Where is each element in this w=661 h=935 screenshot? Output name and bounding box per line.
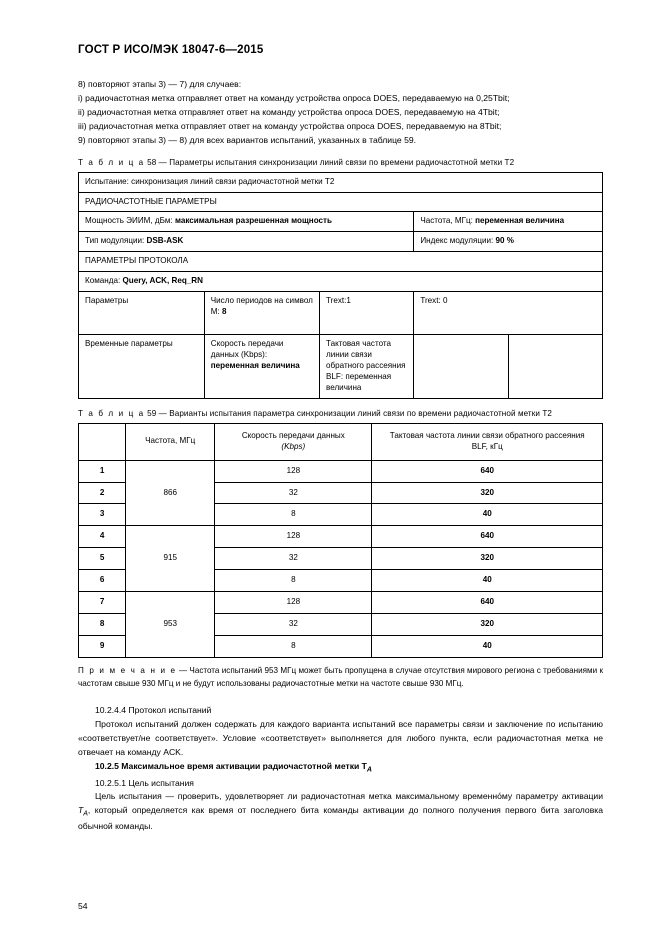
table-58-freq-cell [414, 212, 603, 232]
table-row [79, 272, 603, 292]
row-blf: 320 [372, 614, 603, 636]
table-row [79, 212, 603, 232]
table-58-power-value: максимальная разрешенная мощность [174, 216, 332, 226]
table-58-command-label: Команда: [85, 276, 121, 286]
row-rate: 32 [215, 482, 372, 504]
table-row [79, 192, 603, 212]
row-rate: 8 [215, 635, 372, 657]
table-58-freq-label: Частота, МГц: [420, 216, 473, 226]
row-blf: 40 [372, 570, 603, 592]
table-59-col-blf-l1: Тактовая частота линии связи обратного рассеяния [389, 430, 585, 440]
table-header-row [79, 423, 603, 460]
paragraph-goal-symbol: T [78, 805, 84, 816]
row-num: 4 [79, 526, 126, 548]
table-58-power-label: Мощность ЭИИМ, дБм: [85, 216, 173, 226]
table-58-caption-word: Т а б л и ц а [78, 157, 145, 167]
table-59-col-blf-l2: BLF, кГц [471, 441, 503, 451]
table-58-index-label: Индекс модуляции: [420, 236, 494, 246]
row-blf: 640 [372, 460, 603, 482]
step-8: 8) повторяют этапы 3) — 7) для случаев: [78, 79, 242, 89]
paragraph-goal [78, 790, 603, 834]
table-59-col-rate [215, 423, 372, 460]
document-header: ГОСТ Р ИСО/МЭК 18047-6—2015 [78, 44, 264, 56]
row-rate: 128 [215, 592, 372, 614]
row-num: 8 [79, 614, 126, 636]
table-58-command-value: Query, ACK, Req_RN [122, 276, 203, 286]
row-num: 1 [79, 460, 126, 482]
table-59 [78, 423, 603, 658]
section-10-2-4-4: 10.2.4.4 Протокол испытаний [95, 704, 212, 715]
table-row [79, 460, 603, 482]
table-59-note-word: П р и м е ч а н и е [78, 665, 177, 675]
table-59-col-rate-l1: Скорость передачи данных [241, 430, 345, 440]
table-59-note-text: — Частота испытаний 953 МГц может быть пропущена в случае отсутствия мирового региона с требованиями к частотам свыше 930 МГц и не будут использованы радиочастотные метки на частоте свыше 930 МГц. [78, 665, 603, 688]
row-blf: 40 [372, 504, 603, 526]
table-58-mod-label: Тип модуляции: [85, 236, 145, 246]
row-rate: 128 [215, 460, 372, 482]
section-10-2-5-1: 10.2.5.1 Цель испытания [95, 777, 194, 788]
table-59-caption-rest: 59 — Варианты испытания параметра синхронизации линий связи по времени радиочастотной метки T2 [147, 408, 552, 418]
table-58-index-cell [414, 232, 603, 252]
row-num: 2 [79, 482, 126, 504]
table-58-params-c1-value: 8 [222, 307, 227, 317]
table-58-title: Испытание: синхронизация линий связи радиочастотной метки T2 [79, 172, 603, 192]
table-59-col-blf [372, 423, 603, 460]
table-58-params-c1-text: Число периодов на символ М: [210, 296, 313, 317]
table-row [79, 292, 603, 335]
table-58 [78, 172, 603, 399]
row-blf: 640 [372, 526, 603, 548]
table-58-command-cell [79, 272, 603, 292]
section-10-2-5 [78, 760, 603, 776]
paragraph-goal-a: Цель испытания — проверить, удовлетворяет ли радиочастотная метка максимальному временно́му параметру активации [95, 791, 603, 802]
table-58-mod-cell [79, 232, 414, 252]
row-blf: 320 [372, 548, 603, 570]
row-blf: 40 [372, 635, 603, 657]
paragraph-protocol-text: Протокол испытаний должен содержать для каждого варианта испытаний все параметры связи и заключение по испытанию «соответствует/не соответствует». Условие «соответствует» выполняется для любого пункта, если радиочастотная метка не отвечает на команду ACK. [78, 718, 603, 757]
row-num: 9 [79, 635, 126, 657]
row-rate: 32 [215, 614, 372, 636]
table-row [79, 526, 603, 548]
step-8-item-ii: ii) радиочастотная метка отправляет ответ на команду устройства опроса DOES, передаваемую на 4Tbit; [78, 106, 500, 117]
paragraph-protocol [78, 718, 603, 760]
step-8-item-iii: iii) радиочастотная метка отправляет ответ на команду устройства опроса DOES, передаваемую на 8Tbit; [78, 120, 502, 131]
table-58-params-c3: Trext: 0 [414, 292, 603, 335]
paragraph-goal-subscript: A [83, 811, 88, 819]
row-rate: 32 [215, 548, 372, 570]
table-row [79, 232, 603, 252]
table-58-power-cell [79, 212, 414, 232]
row-freq: 915 [126, 526, 215, 592]
table-58-time-c4 [508, 335, 602, 399]
table-58-time-c1-value: переменная величина [210, 360, 300, 370]
table-58-params-label: Параметры [79, 292, 205, 335]
table-58-time-c2: Тактовая частота линии связи обратного рассеяния BLF: переменная величина [320, 335, 414, 399]
row-rate: 128 [215, 526, 372, 548]
table-58-mod-value: DSB-ASK [146, 236, 184, 246]
table-row [79, 592, 603, 614]
step-9: 9) повторяют этапы 3) — 8) для всех вариантов испытаний, указанных в таблице 59. [78, 134, 417, 145]
row-blf: 320 [372, 482, 603, 504]
table-58-params-c1 [204, 292, 319, 335]
table-58-section-rf: РАДИОЧАСТОТНЫЕ ПАРАМЕТРЫ [79, 192, 603, 212]
table-row [79, 172, 603, 192]
table-59-caption-word: Т а б л и ц а [78, 408, 145, 418]
row-rate: 8 [215, 504, 372, 526]
table-58-section-protocol: ПАРАМЕТРЫ ПРОТОКОЛА [79, 252, 603, 272]
table-58-caption-rest: 58 — Параметры испытания синхронизации линий связи по времени радиочастотной метки T2 [147, 157, 515, 167]
row-rate: 8 [215, 570, 372, 592]
section-10-2-5-subscript: A [366, 767, 372, 775]
table-58-index-value: 90 % [495, 236, 514, 246]
table-59-col-freq: Частота, МГц [126, 423, 215, 460]
paragraph-goal-b: , который определяется как время от последнего бита команды активации до полного получения первого бита заголовка обычной команды. [78, 805, 603, 832]
row-freq: 953 [126, 592, 215, 658]
row-freq: 866 [126, 460, 215, 526]
table-58-time-c1-text: Скорость передачи данных (Kbps): [210, 339, 284, 360]
table-row [79, 335, 603, 399]
step-8-item-i: i) радиочастотная метка отправляет ответ на команду устройства опроса DOES, передаваемую на 0,25Tbit; [78, 92, 510, 103]
table-row [79, 252, 603, 272]
table-59-caption [78, 409, 603, 418]
table-59-note [78, 665, 603, 691]
row-num: 5 [79, 548, 126, 570]
table-59-col-rate-l2: (Kbps) [281, 441, 306, 451]
row-num: 6 [79, 570, 126, 592]
section-10-2-5-text: 10.2.5 Максимальное время активации радиочастотной метки T [95, 761, 367, 772]
table-58-time-c1 [204, 335, 319, 399]
table-58-params-c2: Trext:1 [320, 292, 414, 335]
table-58-freq-value: переменная величина [475, 216, 565, 226]
row-blf: 640 [372, 592, 603, 614]
table-58-time-label: Временные параметры [79, 335, 205, 399]
table-58-caption [78, 158, 603, 167]
table-59-col-num [79, 423, 126, 460]
row-num: 3 [79, 504, 126, 526]
table-58-time-c3 [414, 335, 508, 399]
row-num: 7 [79, 592, 126, 614]
page-number: 54 [78, 901, 88, 911]
